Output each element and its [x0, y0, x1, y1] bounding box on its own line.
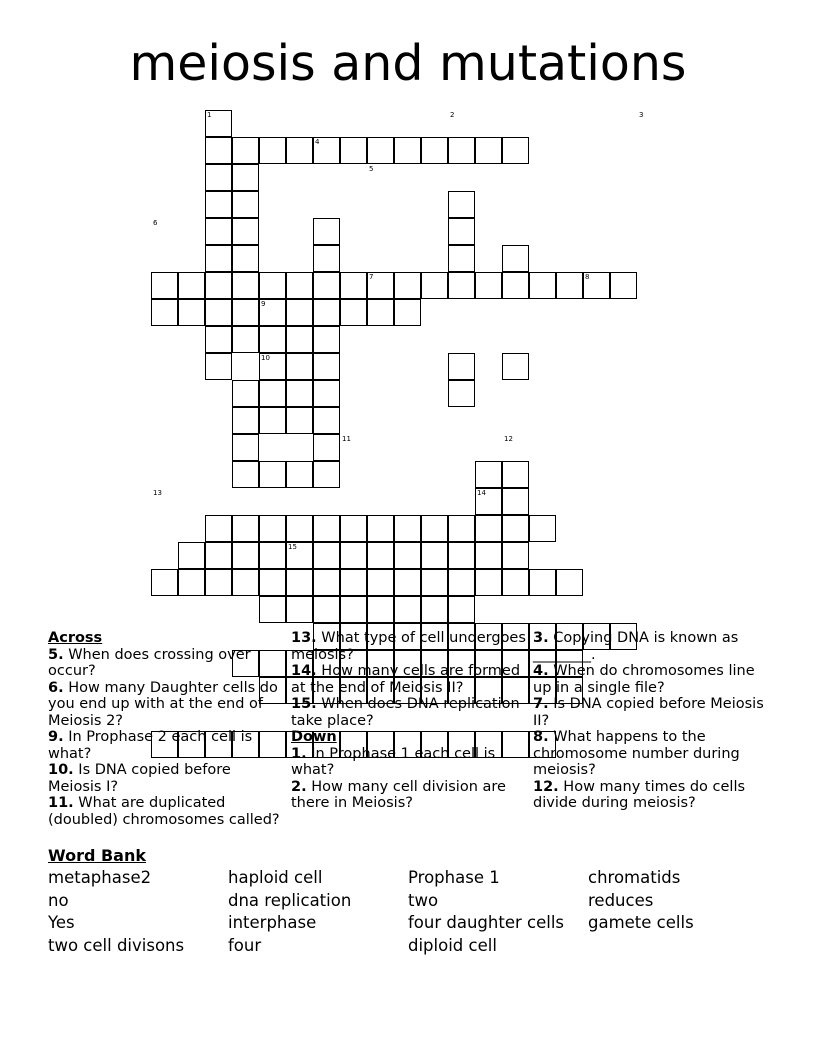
crossword-cell[interactable] [340, 272, 367, 299]
crossword-cell[interactable] [205, 218, 232, 245]
crossword-cell[interactable] [529, 272, 556, 299]
crossword-cell[interactable] [232, 407, 259, 434]
clue-number: 14. [291, 663, 317, 679]
crossword-cell[interactable] [232, 434, 259, 461]
crossword-cell[interactable] [151, 272, 178, 299]
crossword-cell[interactable] [340, 137, 367, 164]
crossword-cell[interactable] [394, 596, 421, 623]
clue-number: 10. [48, 762, 74, 778]
clue-number-label: 7 [369, 273, 374, 281]
crossword-cell[interactable] [232, 461, 259, 488]
crossword-cell[interactable] [448, 137, 475, 164]
crossword-cell[interactable] [232, 569, 259, 596]
crossword-cell[interactable] [205, 164, 232, 191]
clue-number: 3. [533, 630, 549, 646]
clue-number: 1. [291, 745, 307, 762]
crossword-cell[interactable] [394, 569, 421, 596]
crossword-cell[interactable] [421, 515, 448, 542]
crossword-cell[interactable] [259, 569, 286, 596]
clue [48, 795, 283, 828]
crossword-cell[interactable] [259, 515, 286, 542]
clue-text: What type of cell undergoes meiosis? [291, 630, 526, 663]
crossword-cell[interactable] [178, 272, 205, 299]
crossword-cell[interactable] [205, 245, 232, 272]
clue-number-label: 15 [288, 543, 297, 551]
clue-number-label: 3 [639, 111, 644, 119]
crossword-cell[interactable] [448, 245, 475, 272]
crossword-cell[interactable] [421, 596, 448, 623]
word-bank-word: chromatids [588, 868, 681, 887]
crossword-cell[interactable] [313, 326, 340, 353]
clue-number-label: 1 [207, 111, 212, 119]
crossword-cell[interactable] [205, 353, 232, 380]
word-bank-word: interphase [228, 913, 317, 933]
crossword-cell[interactable] [232, 191, 259, 218]
crossword-cell[interactable] [367, 137, 394, 164]
clue-text: In Prophase 2 each cell is what? [48, 729, 253, 762]
crossword-cell[interactable] [151, 569, 178, 596]
crossword-cell[interactable] [475, 272, 502, 299]
crossword-cell[interactable] [205, 515, 232, 542]
crossword-cell[interactable] [394, 272, 421, 299]
crossword-cell[interactable] [313, 542, 340, 569]
crossword-cell[interactable] [259, 596, 286, 623]
crossword-cell[interactable] [502, 515, 529, 542]
clue-number-label: 11 [342, 435, 351, 443]
clue-text: How many cell division are there in Meiosis? [291, 778, 506, 811]
crossword-cell[interactable] [286, 380, 313, 407]
word-bank-word: two cell divisons [48, 936, 185, 956]
clue-number: 2. [291, 778, 307, 795]
word-bank-word: four daughter cells [408, 913, 565, 933]
clue-text: In Prophase 1 each cell is what? [291, 745, 496, 778]
clue-number-label: 13 [153, 489, 162, 497]
crossword-cell[interactable] [286, 137, 313, 164]
crossword-cell[interactable] [286, 353, 313, 380]
crossword-cell[interactable] [259, 380, 286, 407]
clues-column-2 [291, 630, 526, 812]
crossword-cell[interactable] [367, 299, 394, 326]
crossword-cell[interactable] [232, 299, 259, 326]
clue-number: 11. [48, 795, 74, 811]
clues-column-3 [533, 630, 768, 812]
crossword-cell[interactable] [232, 218, 259, 245]
crossword-cell[interactable] [367, 542, 394, 569]
clue [533, 696, 768, 729]
crossword-cell[interactable] [340, 569, 367, 596]
crossword-cell[interactable] [340, 299, 367, 326]
word-bank-word: diploid cell [408, 936, 497, 956]
crossword-cell[interactable] [313, 434, 340, 461]
crossword-cell[interactable] [232, 137, 259, 164]
crossword-cell[interactable] [313, 299, 340, 326]
crossword-cell[interactable] [421, 272, 448, 299]
clue-number: 5. [48, 646, 64, 663]
clue-text: Is DNA copied before Meiosis II? [533, 696, 764, 729]
clue-number: 13. [291, 630, 317, 646]
crossword-cell[interactable] [286, 596, 313, 623]
crossword-cell[interactable] [502, 353, 529, 380]
crossword-cell[interactable] [448, 272, 475, 299]
clue-number-label: 4 [315, 138, 320, 146]
clue [533, 779, 768, 812]
crossword-cell[interactable] [178, 299, 205, 326]
clue [291, 663, 526, 696]
crossword-cell[interactable] [394, 515, 421, 542]
crossword-cell[interactable] [340, 596, 367, 623]
crossword-cell[interactable] [529, 569, 556, 596]
crossword-cell[interactable] [313, 353, 340, 380]
word-bank-word: Prophase 1 [408, 868, 500, 887]
crossword-cell[interactable] [313, 461, 340, 488]
crossword-cell[interactable] [259, 326, 286, 353]
crossword-cell[interactable] [205, 272, 232, 299]
crossword-cell[interactable] [502, 569, 529, 596]
crossword-cell[interactable] [502, 488, 529, 515]
crossword-cell[interactable] [475, 461, 502, 488]
clue [533, 729, 768, 779]
crossword-cell[interactable] [259, 407, 286, 434]
crossword-cell[interactable] [448, 596, 475, 623]
crossword-cell[interactable] [259, 272, 286, 299]
crossword-cell[interactable] [232, 380, 259, 407]
clue-number: 15. [291, 696, 317, 712]
crossword-cell[interactable] [232, 515, 259, 542]
clue-number: 12. [533, 778, 559, 795]
word-bank-word: four [228, 936, 262, 956]
clue-number: 8. [533, 729, 549, 745]
crossword-cell[interactable] [205, 569, 232, 596]
clue [291, 696, 526, 729]
clue-number-label: 9 [261, 300, 266, 308]
crossword-cell[interactable] [556, 272, 583, 299]
crossword-cell[interactable] [502, 137, 529, 164]
crossword-cell[interactable] [205, 299, 232, 326]
clue [533, 663, 768, 696]
crossword-cell[interactable] [313, 218, 340, 245]
word-bank-word: Yes [48, 913, 75, 933]
word-bank-word: haploid cell [228, 868, 323, 887]
clue [48, 762, 283, 795]
crossword-cell[interactable] [313, 407, 340, 434]
crossword-cell[interactable] [502, 461, 529, 488]
word-bank-word: metaphase2 [48, 868, 152, 887]
clue-text: What happens to the chromosome number during meiosis? [533, 729, 740, 778]
crossword-cell[interactable] [475, 569, 502, 596]
crossword-cell[interactable] [286, 461, 313, 488]
crossword-cell[interactable] [394, 542, 421, 569]
across-heading: Across [48, 630, 103, 646]
crossword-cell[interactable] [313, 515, 340, 542]
crossword-cell[interactable] [232, 326, 259, 353]
crossword-cell[interactable] [421, 137, 448, 164]
crossword-cell[interactable] [313, 245, 340, 272]
word-bank-title: Word Bank [48, 846, 147, 865]
crossword-cell[interactable] [286, 515, 313, 542]
crossword-cell[interactable] [556, 569, 583, 596]
clue-number: 4. [533, 663, 549, 679]
crossword-cell[interactable] [448, 191, 475, 218]
clue [291, 746, 526, 779]
crossword-cell[interactable] [286, 299, 313, 326]
word-bank-word: gamete cells [588, 913, 694, 933]
crossword-cell[interactable] [394, 299, 421, 326]
clue-number-label: 14 [477, 489, 486, 497]
crossword-cell[interactable] [313, 596, 340, 623]
down-heading: Down [291, 729, 337, 745]
crossword-cell[interactable] [448, 218, 475, 245]
crossword-cell[interactable] [259, 542, 286, 569]
word-bank-word: two [408, 890, 439, 910]
crossword-cell[interactable] [448, 569, 475, 596]
crossword-cell[interactable] [232, 542, 259, 569]
crossword-cell[interactable] [313, 380, 340, 407]
crossword-cell[interactable] [448, 353, 475, 380]
crossword-cell[interactable] [502, 542, 529, 569]
crossword-cell[interactable] [394, 137, 421, 164]
crossword-cell[interactable] [448, 542, 475, 569]
crossword-cell[interactable] [367, 596, 394, 623]
crossword-cell[interactable] [286, 272, 313, 299]
crossword-cell[interactable] [178, 569, 205, 596]
clue-number-label: 12 [504, 435, 513, 443]
word-bank-word: reduces [588, 890, 654, 910]
crossword-cell[interactable] [232, 164, 259, 191]
crossword-cell[interactable] [232, 245, 259, 272]
crossword-cell[interactable] [421, 542, 448, 569]
clue [48, 680, 283, 730]
crossword-cell[interactable] [205, 542, 232, 569]
crossword-cell[interactable] [151, 299, 178, 326]
crossword-cell[interactable] [259, 461, 286, 488]
clue [48, 729, 283, 762]
clue-text: What are duplicated (doubled) chromosomes called? [48, 795, 280, 828]
crossword-cell[interactable] [448, 380, 475, 407]
crossword-cell[interactable] [286, 569, 313, 596]
clue-text: How many Daughter cells do you end up with at the end of Meiosis 2? [48, 679, 278, 729]
clue-number: 7. [533, 696, 549, 712]
crossword-cell[interactable] [448, 515, 475, 542]
clue-number: 6. [48, 679, 64, 696]
crossword-cell[interactable] [610, 272, 637, 299]
clue-text: When does DNA replication take place? [291, 696, 520, 729]
clue-text: Copying DNA is known as ________. [533, 630, 739, 663]
crossword-cell[interactable] [286, 407, 313, 434]
clue [48, 647, 283, 680]
clue [291, 630, 526, 663]
crossword-cell[interactable] [232, 272, 259, 299]
crossword-cell[interactable] [475, 542, 502, 569]
clue [533, 630, 768, 663]
crossword-cell[interactable] [340, 515, 367, 542]
clue-number-label: 10 [261, 354, 270, 362]
crossword-cell[interactable] [529, 515, 556, 542]
crossword-cell[interactable] [313, 272, 340, 299]
crossword-cell[interactable] [178, 542, 205, 569]
clue-text: How many times do cells divide during meiosis? [533, 778, 746, 811]
clue-text: How many cells are formed at the end of Meiosis II? [291, 663, 521, 696]
word-bank-word: no [48, 890, 69, 910]
page-title: meiosis and mutations [129, 35, 687, 92]
crossword-cell[interactable] [367, 569, 394, 596]
word-bank-word: dna replication [228, 890, 352, 910]
clue-number-label: 5 [369, 165, 374, 173]
crossword-cell[interactable] [205, 326, 232, 353]
crossword-cell[interactable] [205, 137, 232, 164]
crossword-cell[interactable] [205, 191, 232, 218]
clue-text: When does crossing over occur? [48, 646, 251, 679]
crossword-cell[interactable] [502, 272, 529, 299]
crossword-cell[interactable] [502, 245, 529, 272]
clue-number-label: 2 [450, 111, 455, 119]
crossword-cell[interactable] [475, 137, 502, 164]
clue-number-label: 6 [153, 219, 158, 227]
crossword-cell[interactable] [340, 542, 367, 569]
crossword-cell[interactable] [313, 569, 340, 596]
clue-number-label: 8 [585, 273, 590, 281]
crossword-cell[interactable] [367, 515, 394, 542]
crossword-cell[interactable] [421, 569, 448, 596]
clue-text: Is DNA copied before Meiosis I? [48, 762, 231, 795]
crossword-cell[interactable] [475, 515, 502, 542]
crossword-cell[interactable] [286, 326, 313, 353]
clue-number: 9. [48, 729, 64, 745]
clue [291, 779, 526, 812]
clues-column-1 [48, 630, 283, 828]
clue-text: When do chromosomes line up in a single file? [533, 663, 755, 696]
crossword-cell[interactable] [259, 137, 286, 164]
